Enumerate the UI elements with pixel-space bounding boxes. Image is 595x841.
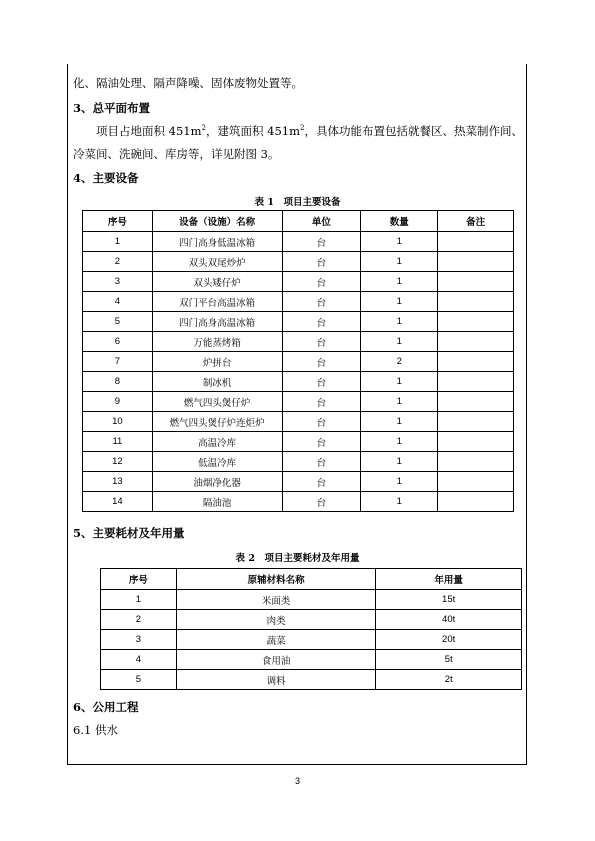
table-row [83,392,514,412]
table-cell: 台 [282,392,361,412]
table-cell: 15t [376,590,522,610]
table-cell: 台 [282,452,361,472]
table-cell: 40t [376,610,522,630]
table-cell: 1 [361,292,438,312]
heading-water-supply: 6.1 供水 [73,723,118,737]
table-cell: 台 [282,412,361,432]
table-cell: 9 [83,392,153,412]
table-cell: 蔬菜 [176,630,376,650]
table-cell: 1 [361,412,438,432]
table2-caption: 表 2 项目主要耗材及年用量 [235,553,360,564]
table-cell: 台 [282,312,361,332]
table-cell: 4 [83,292,153,312]
table-row [83,272,514,292]
table-cell: 2 [83,252,153,272]
table-cell: 10 [83,412,153,432]
table-cell: 四门高身低温冰箱 [152,232,282,252]
table-cell: 3 [83,272,153,292]
table-cell: 双头矮仔炉 [152,272,282,292]
table-cell: 隔油池 [152,492,282,512]
column-header: 原辅材料名称 [176,569,376,590]
table-cell: 调料 [176,670,376,690]
table-cell [438,472,514,492]
table-row [101,610,522,630]
table-cell: 1 [83,232,153,252]
table-row [83,452,514,472]
table-cell [438,412,514,432]
table-cell: 7 [83,352,153,372]
heading-layout: 3、总平面布置 [73,101,151,115]
page-number: 3 [294,776,300,786]
table-row [101,670,522,690]
table-cell: 2 [361,352,438,372]
table-cell: 1 [361,252,438,272]
table-cell: 炉拼台 [152,352,282,372]
table-row [101,650,522,670]
table-cell: 台 [282,352,361,372]
table-cell: 1 [361,472,438,492]
column-header: 数量 [361,211,438,232]
table-cell [438,232,514,252]
table-row [83,372,514,392]
table-row [101,630,522,650]
table-cell: 肉类 [176,610,376,630]
table-cell: 万能蒸烤箱 [152,332,282,352]
table-cell: 11 [83,432,153,452]
table-row [83,412,514,432]
table-cell: 5 [83,312,153,332]
table-cell: 1 [361,372,438,392]
table-cell [438,272,514,292]
table-cell [438,312,514,332]
table-cell: 5 [101,670,177,690]
table-cell: 1 [361,232,438,252]
equipment-table [82,210,514,512]
table-cell: 3 [101,630,177,650]
table-cell [438,392,514,412]
table-cell: 1 [101,590,177,610]
table-cell: 台 [282,272,361,292]
table-row [83,292,514,312]
table1-caption: 表 1 项目主要设备 [254,197,341,208]
table-cell: 1 [361,332,438,352]
layout-paragraph-line2: 冷菜间、洗碗间、库房等，详见附图 3。 [73,147,280,161]
layout-paragraph: 项目占地面积 $451m^2$，建筑面积 $451m^2$，具体功能布置包括就餐区、热菜制作间、 [96,124,523,138]
table-cell: 食用油 [176,650,376,670]
table-row [83,352,514,372]
table-cell: 8 [83,372,153,392]
table-cell [438,352,514,372]
heading-equipment: 4、主要设备 [73,171,139,185]
materials-table [100,568,522,690]
column-header: 序号 [83,211,153,232]
table-cell: 14 [83,492,153,512]
heading-utilities: 6、公用工程 [73,700,139,714]
table-cell [438,452,514,472]
table-cell: 台 [282,252,361,272]
table-cell: 四门高身高温冰箱 [152,312,282,332]
table-cell [438,492,514,512]
table-cell: 台 [282,232,361,252]
table-cell: 13 [83,472,153,492]
table-cell: 燃气四头煲仔炉连炬炉 [152,412,282,432]
table-cell: 6 [83,332,153,352]
column-header: 备注 [438,211,514,232]
table-cell: 台 [282,472,361,492]
table-row [101,590,522,610]
table-row [83,432,514,452]
column-header: 年用量 [376,569,522,590]
table-cell: 1 [361,312,438,332]
table-cell: 米面类 [176,590,376,610]
table-row [83,252,514,272]
table-cell [438,252,514,272]
table-cell: 1 [361,272,438,292]
table-cell [438,292,514,312]
column-header: 设备（设施）名称 [152,211,282,232]
table-row [83,472,514,492]
table-cell: 台 [282,292,361,312]
table-cell: 台 [282,332,361,352]
text-line-1: 化、隔油处理、隔声降噪、固体废物处置等。 [73,76,303,90]
table-cell: 台 [282,372,361,392]
table-row [83,232,514,252]
table-cell: 1 [361,432,438,452]
table-cell: 台 [282,492,361,512]
table-cell: 双头双尾炒炉 [152,252,282,272]
column-header: 单位 [282,211,361,232]
table-cell: 高温冷库 [152,432,282,452]
table-cell: 1 [361,452,438,472]
table-cell: 低温冷库 [152,452,282,472]
table-cell [438,372,514,392]
table-cell: 油烟净化器 [152,472,282,492]
table-cell: 2 [101,610,177,630]
table-cell: 2t [376,670,522,690]
table-cell: 20t [376,630,522,650]
table-cell: 燃气四头煲仔炉 [152,392,282,412]
table-cell: 12 [83,452,153,472]
column-header: 序号 [101,569,177,590]
table-row [83,312,514,332]
table-row [83,492,514,512]
table-cell: 双门平台高温冰箱 [152,292,282,312]
table-row [83,332,514,352]
table-cell [438,332,514,352]
table-cell: 5t [376,650,522,670]
table-cell: 1 [361,492,438,512]
table-cell: 台 [282,432,361,452]
table-cell: 制冰机 [152,372,282,392]
table-cell: 1 [361,392,438,412]
table-cell [438,432,514,452]
heading-materials: 5、主要耗材及年用量 [73,526,185,540]
table-cell: 4 [101,650,177,670]
